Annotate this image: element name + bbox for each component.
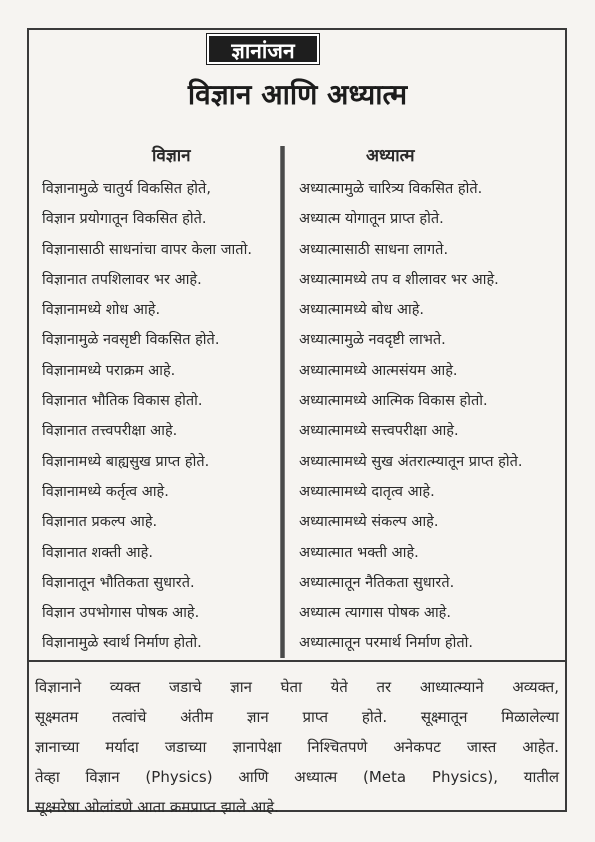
- list-item: अध्यात्म योगातून प्राप्त होते.: [299, 211, 444, 228]
- note-line: सूक्ष्मतम तत्वांचे अंतीम ज्ञान प्राप्त होते. सूक्ष्मातून मिळालेल्या: [35, 708, 559, 726]
- list-item: विज्ञानात तत्त्वपरीक्षा आहे.: [42, 423, 178, 440]
- list-item: विज्ञानामुळे स्वार्थ निर्माण होतो.: [42, 635, 202, 652]
- list-item: विज्ञान उपभोगास पोषक आहे.: [42, 605, 200, 622]
- list-item: विज्ञानामुळे चातुर्य विकसित होते,: [42, 181, 211, 197]
- note-line: सूक्ष्मरेषा ओलांडणे आता क्रमप्राप्त झाले आहे.: [35, 798, 279, 816]
- column-divider: [280, 146, 285, 658]
- list-item: अध्यात्मामध्ये सुख अंतरात्म्यातून प्राप्त होते.: [299, 453, 523, 470]
- list-item: विज्ञानातून भौतिकता सुधारते.: [42, 574, 195, 591]
- list-item: विज्ञान प्रयोगातून विकसित होते.: [42, 211, 207, 228]
- list-item: विज्ञानासाठी साधनांचा वापर केला जातो.: [42, 241, 252, 258]
- left-column-list: [42, 174, 252, 659]
- list-item: विज्ञानामध्ये शोध आहे.: [42, 302, 161, 319]
- list-item: अध्यात्मामध्ये सत्त्वपरीक्षा आहे.: [299, 423, 459, 440]
- right-column-list: [299, 174, 522, 659]
- list-item: विज्ञानात शक्ती आहे.: [42, 544, 153, 561]
- list-item: विज्ञानामध्ये कर्तृत्व आहे.: [42, 483, 169, 500]
- list-item: अध्यात्मामध्ये तप व शीलावर भर आहे.: [299, 271, 499, 288]
- note-line: ज्ञानाच्या मर्यादा जडाच्या ज्ञानापेक्षा निश्चितपणे अनेकपट जास्त आहेत.: [35, 738, 559, 756]
- list-item: अध्यात्मातून परमार्थ निर्माण होतो.: [299, 635, 473, 652]
- note-line: तेव्हा विज्ञान (Physics) आणि अध्यात्म (Meta Physics), यातील: [35, 768, 559, 786]
- list-item: विज्ञानात तपशिलावर भर आहे.: [42, 271, 202, 288]
- list-item: विज्ञानामुळे नवसृष्टी विकसित होते.: [42, 332, 220, 349]
- list-item: विज्ञानामध्ये बाह्यसुख प्राप्त होते.: [42, 453, 210, 470]
- section-badge: ज्ञानांजन: [207, 34, 319, 64]
- list-item: अध्यात्मासाठी साधना लागते.: [299, 241, 449, 258]
- article-title: विज्ञान आणि अध्यात्म: [187, 78, 408, 111]
- list-item: विज्ञानामध्ये पराक्रम आहे.: [42, 362, 176, 379]
- conclusion-note: [27, 660, 567, 816]
- list-item: अध्यात्मात भक्ती आहे.: [299, 544, 419, 561]
- list-item: अध्यात्मामध्ये आत्मसंयम आहे.: [299, 362, 458, 379]
- list-item: अध्यात्मामध्ये दातृत्व आहे.: [299, 483, 435, 500]
- list-item: अध्यात्मामध्ये संकल्प आहे.: [299, 514, 439, 531]
- list-item: अध्यात्म त्यागास पोषक आहे.: [299, 605, 451, 622]
- list-item: विज्ञानात भौतिक विकास होतो.: [42, 393, 203, 410]
- left-column-heading: विज्ञान: [152, 146, 191, 166]
- list-item: विज्ञानात प्रकल्प आहे.: [42, 514, 158, 531]
- list-item: अध्यात्मामुळे नवदृष्टी लाभते.: [299, 332, 446, 349]
- note-line: विज्ञानाने व्यक्त जडाचे ज्ञान घेता येते तर आध्यात्म्याने अव्यक्त,: [35, 678, 559, 696]
- list-item: अध्यात्मामध्ये आत्मिक विकास होतो.: [299, 393, 488, 410]
- list-item: अध्यात्मामध्ये बोध आहे.: [299, 302, 425, 319]
- list-item: अध्यात्मातून नैतिकता सुधारते.: [299, 574, 455, 591]
- right-column-heading: अध्यात्म: [366, 146, 415, 166]
- list-item: अध्यात्मामुळे चारित्र्य विकसित होते.: [299, 181, 483, 197]
